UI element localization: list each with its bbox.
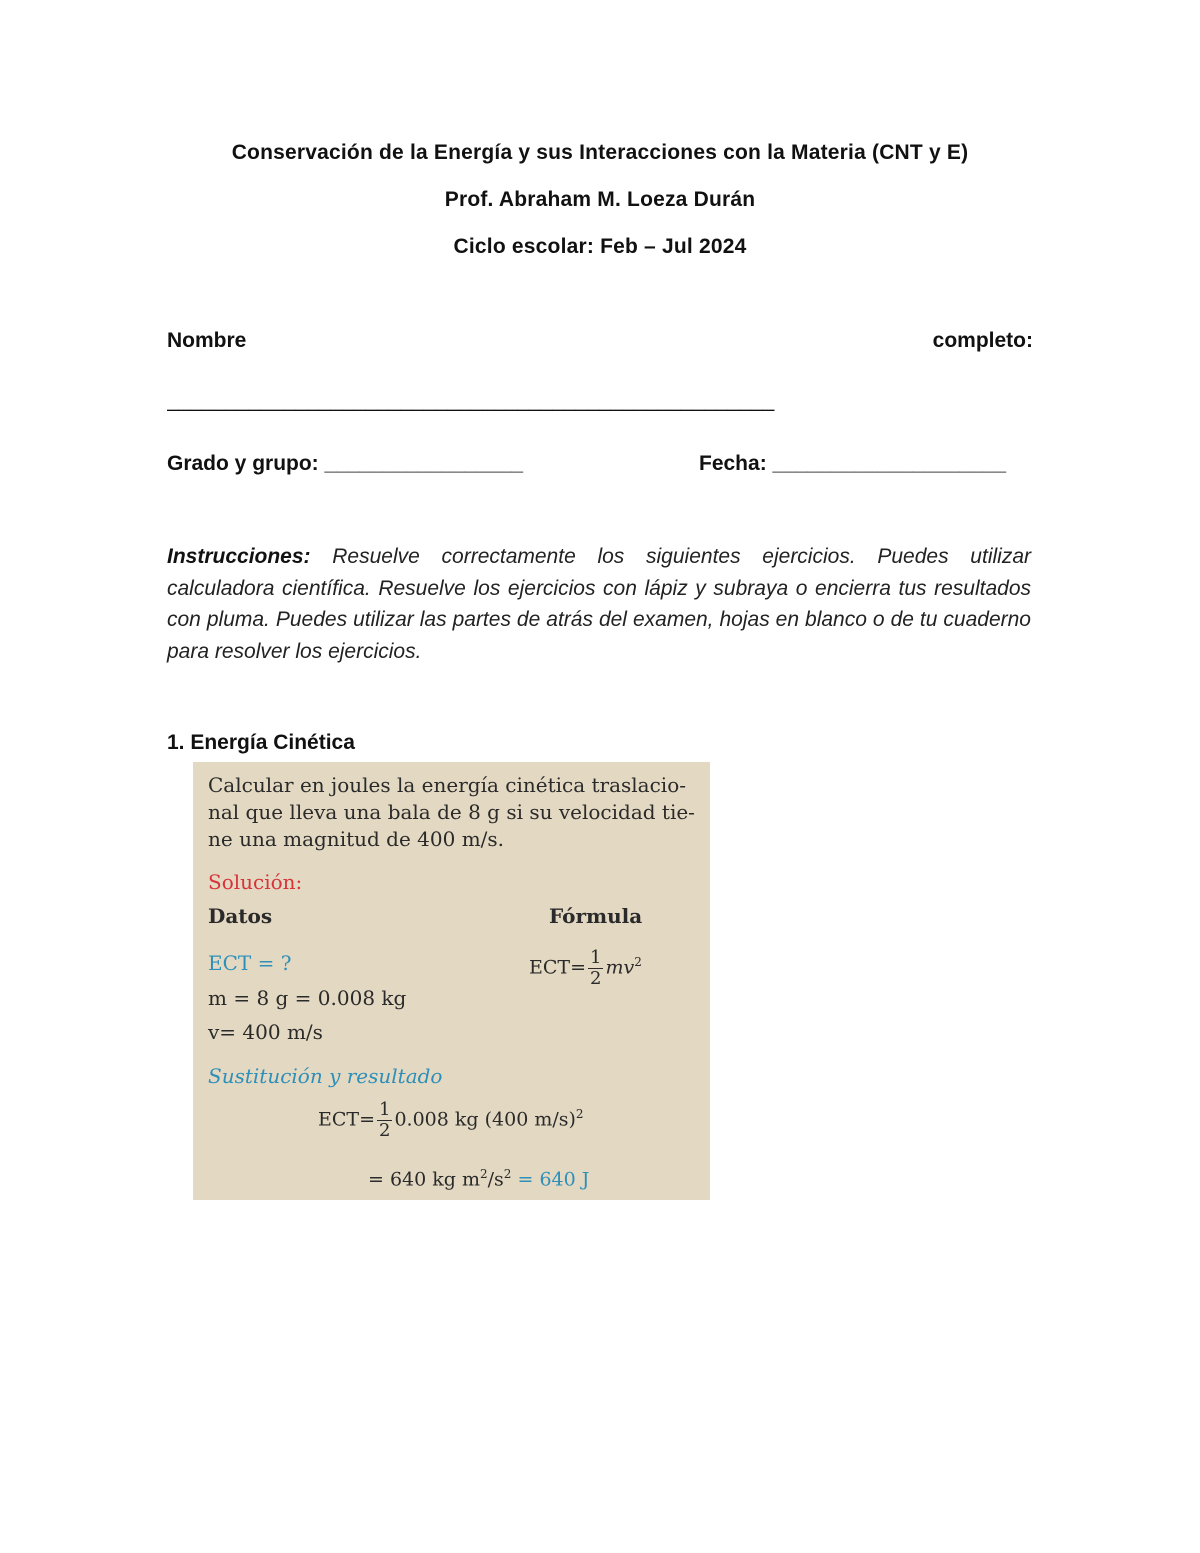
formula-exponent: 2 <box>634 955 642 970</box>
data-mass: m = 8 g = 0.008 kg <box>208 986 407 1010</box>
subst-rhs: 0.008 kg (400 m/s) <box>394 1108 576 1131</box>
subst-exponent: 2 <box>575 1107 584 1122</box>
result-prefix: = 640 kg m <box>368 1168 480 1191</box>
name-label: Nombre <box>167 329 247 352</box>
substitution-label: Sustitución y resultado <box>208 1064 443 1088</box>
formula-denominator: 2 <box>590 968 602 989</box>
kinetic-energy-formula <box>529 948 642 989</box>
data-velocity: v= 400 m/s <box>208 1020 323 1044</box>
result-value: 640 J <box>539 1168 590 1191</box>
data-ect: ECT = ? <box>208 951 292 975</box>
subst-denominator: 2 <box>379 1120 391 1141</box>
professor-name: Prof. Abraham M. Loeza Durán <box>444 188 756 211</box>
instructions-paragraph <box>167 541 1031 667</box>
substitution-equation <box>318 1100 584 1141</box>
instructions-text: Resuelve correctamente los siguientes ejercicios. Puedes utilizar calculadora científica. Resuelve los ejercicios con lápiz y subraya o encierra tus resultados con pluma. Puedes utilizar las partes de atrás del examen, hojas en blanco o de tu cuaderno para resolver los ejercicios. <box>167 545 1031 663</box>
school-cycle: Ciclo escolar: Feb – Jul 2024 <box>453 235 747 258</box>
result-mid: /s <box>487 1168 504 1191</box>
formula-label: Fórmula <box>549 904 643 928</box>
formula-rhs: mv <box>605 956 635 979</box>
result-exp1: 2 <box>480 1167 488 1181</box>
result-exp2: 2 <box>503 1167 512 1181</box>
name-blank-line[interactable]: ____________________________________________________ <box>167 389 775 412</box>
instructions-label: Instrucciones: <box>167 545 311 568</box>
subst-lhs: ECT= <box>318 1108 375 1131</box>
subst-fraction <box>377 1100 392 1141</box>
result-eq: = <box>511 1168 540 1191</box>
formula-numerator: 1 <box>590 947 602 968</box>
section-title-kinetic-energy: 1. Energía Cinética <box>167 731 355 754</box>
data-label: Datos <box>208 904 273 928</box>
result-equation <box>368 1167 589 1190</box>
formula-fraction <box>588 948 603 989</box>
subst-numerator: 1 <box>379 1099 391 1120</box>
date-field[interactable]: Fecha: ____________________ <box>699 452 1007 475</box>
course-title: Conservación de la Energía y sus Interacciones con la Materia (CNT y E) <box>231 141 969 164</box>
grade-group-field[interactable]: Grado y grupo: _________________ <box>167 452 524 475</box>
name-label-complete: completo: <box>932 329 1033 352</box>
solution-label: Solución: <box>208 870 303 894</box>
problem-statement: Calcular en joules la energía cinética traslacio-nal que lleva una bala de 8 g si su velocidad tie-ne una magnitud de 400 m/s. <box>208 773 695 851</box>
formula-lhs: ECT= <box>529 956 586 979</box>
kinetic-energy-problem-image <box>193 762 710 1200</box>
